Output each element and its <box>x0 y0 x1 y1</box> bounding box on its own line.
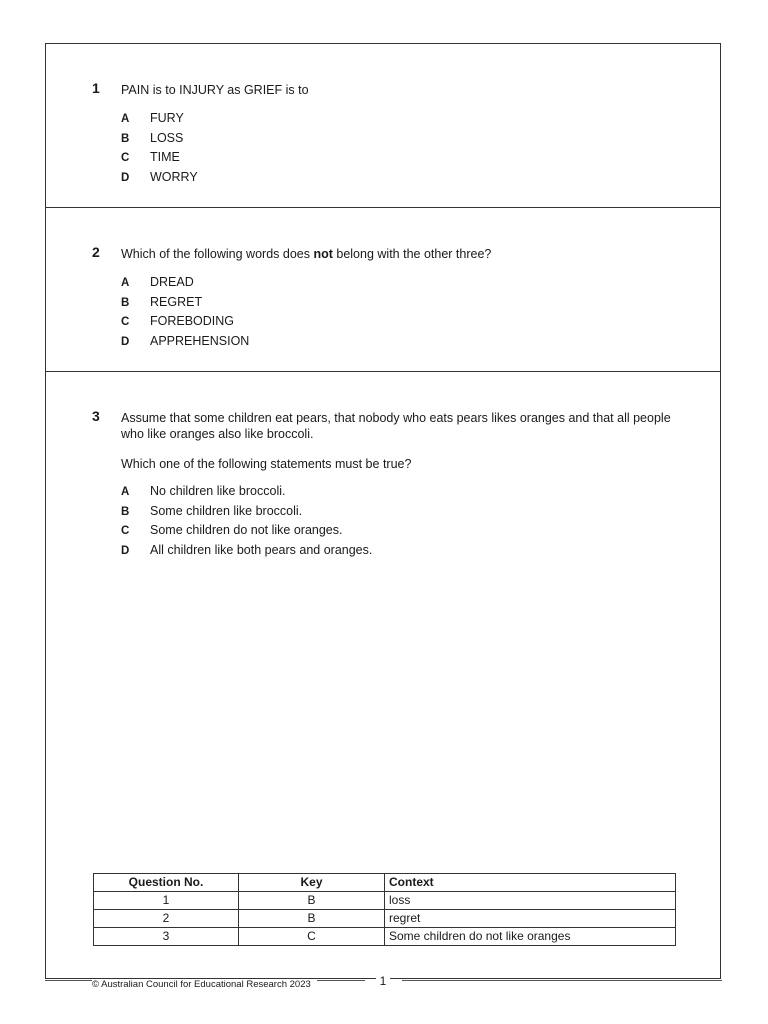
option-letter: D <box>121 171 130 184</box>
option-text: Some children like broccoli. <box>150 503 303 518</box>
option-c <box>121 521 372 541</box>
question-stem <box>121 246 681 262</box>
option-letter: A <box>121 486 130 498</box>
option-text: APPREHENSION <box>150 333 250 348</box>
option-text: WORRY <box>150 169 198 184</box>
question-stem: PAIN is to INJURY as GRIEF is to <box>121 83 309 97</box>
question-3 <box>46 372 720 852</box>
column-header-question: Question No. <box>94 874 239 892</box>
copyright-notice: © Australian Council for Educational Research 2023 <box>92 979 317 991</box>
option-text: FOREBODING <box>150 314 235 328</box>
option-text: FURY <box>150 111 184 125</box>
option-text: LOSS <box>150 130 184 145</box>
option-letter: C <box>121 525 130 537</box>
question-number: 2 <box>92 244 100 260</box>
answer-key-table <box>93 873 676 946</box>
option-text: REGRET <box>150 294 203 309</box>
option-b <box>121 293 249 313</box>
option-a <box>121 482 372 502</box>
stem-text: belong with the other three? <box>332 247 492 261</box>
page-number: 1 <box>376 974 390 988</box>
options-list <box>121 273 249 351</box>
question-2 <box>46 208 720 372</box>
cell-question: 3 <box>94 928 239 946</box>
column-header-key: Key <box>239 874 385 892</box>
cell-question: 1 <box>94 892 239 910</box>
option-c <box>121 148 198 168</box>
option-d <box>121 541 372 561</box>
cell-key: B <box>239 910 385 928</box>
question-frame <box>45 43 721 979</box>
option-c <box>121 312 249 332</box>
options-list <box>121 109 198 187</box>
option-text: DREAD <box>150 275 194 289</box>
option-letter: B <box>121 296 130 309</box>
option-letter: A <box>121 113 130 125</box>
option-d <box>121 168 198 188</box>
cell-key: C <box>239 928 385 946</box>
option-text: TIME <box>150 150 180 164</box>
option-letter: C <box>121 152 130 164</box>
option-letter: D <box>121 335 130 348</box>
table-row <box>94 910 676 928</box>
option-letter: A <box>121 277 130 289</box>
option-letter: B <box>121 132 130 145</box>
option-letter: B <box>121 505 130 518</box>
option-letter: D <box>121 544 130 557</box>
options-list <box>121 482 372 560</box>
option-d <box>121 332 249 352</box>
option-text: All children like both pears and oranges. <box>150 542 373 557</box>
question-number: 3 <box>92 408 100 424</box>
option-letter: C <box>121 316 130 328</box>
stem-emphasis: not <box>313 247 333 261</box>
table-header-row <box>94 874 676 892</box>
cell-context: regret <box>385 910 676 928</box>
option-b <box>121 502 372 522</box>
column-header-context: Context <box>385 874 676 892</box>
cell-context: loss <box>385 892 676 910</box>
stem-text: Which of the following words does <box>121 247 314 261</box>
table-row <box>94 928 676 946</box>
question-1 <box>46 44 720 208</box>
cell-key: B <box>239 892 385 910</box>
question-prompt: Which one of the following statements must be true? <box>121 457 412 471</box>
option-text: Some children do not like oranges. <box>150 523 343 537</box>
option-b <box>121 129 198 149</box>
footer-rule-right <box>402 980 722 981</box>
question-number: 1 <box>92 80 100 96</box>
option-text: No children like broccoli. <box>150 484 286 498</box>
option-a <box>121 109 198 129</box>
table-row <box>94 892 676 910</box>
cell-question: 2 <box>94 910 239 928</box>
option-a <box>121 273 249 293</box>
question-stem: Assume that some children eat pears, that nobody who eats pears likes oranges and that all people who like oranges also like broccoli. <box>121 411 671 441</box>
cell-context: Some children do not like oranges <box>385 928 676 946</box>
